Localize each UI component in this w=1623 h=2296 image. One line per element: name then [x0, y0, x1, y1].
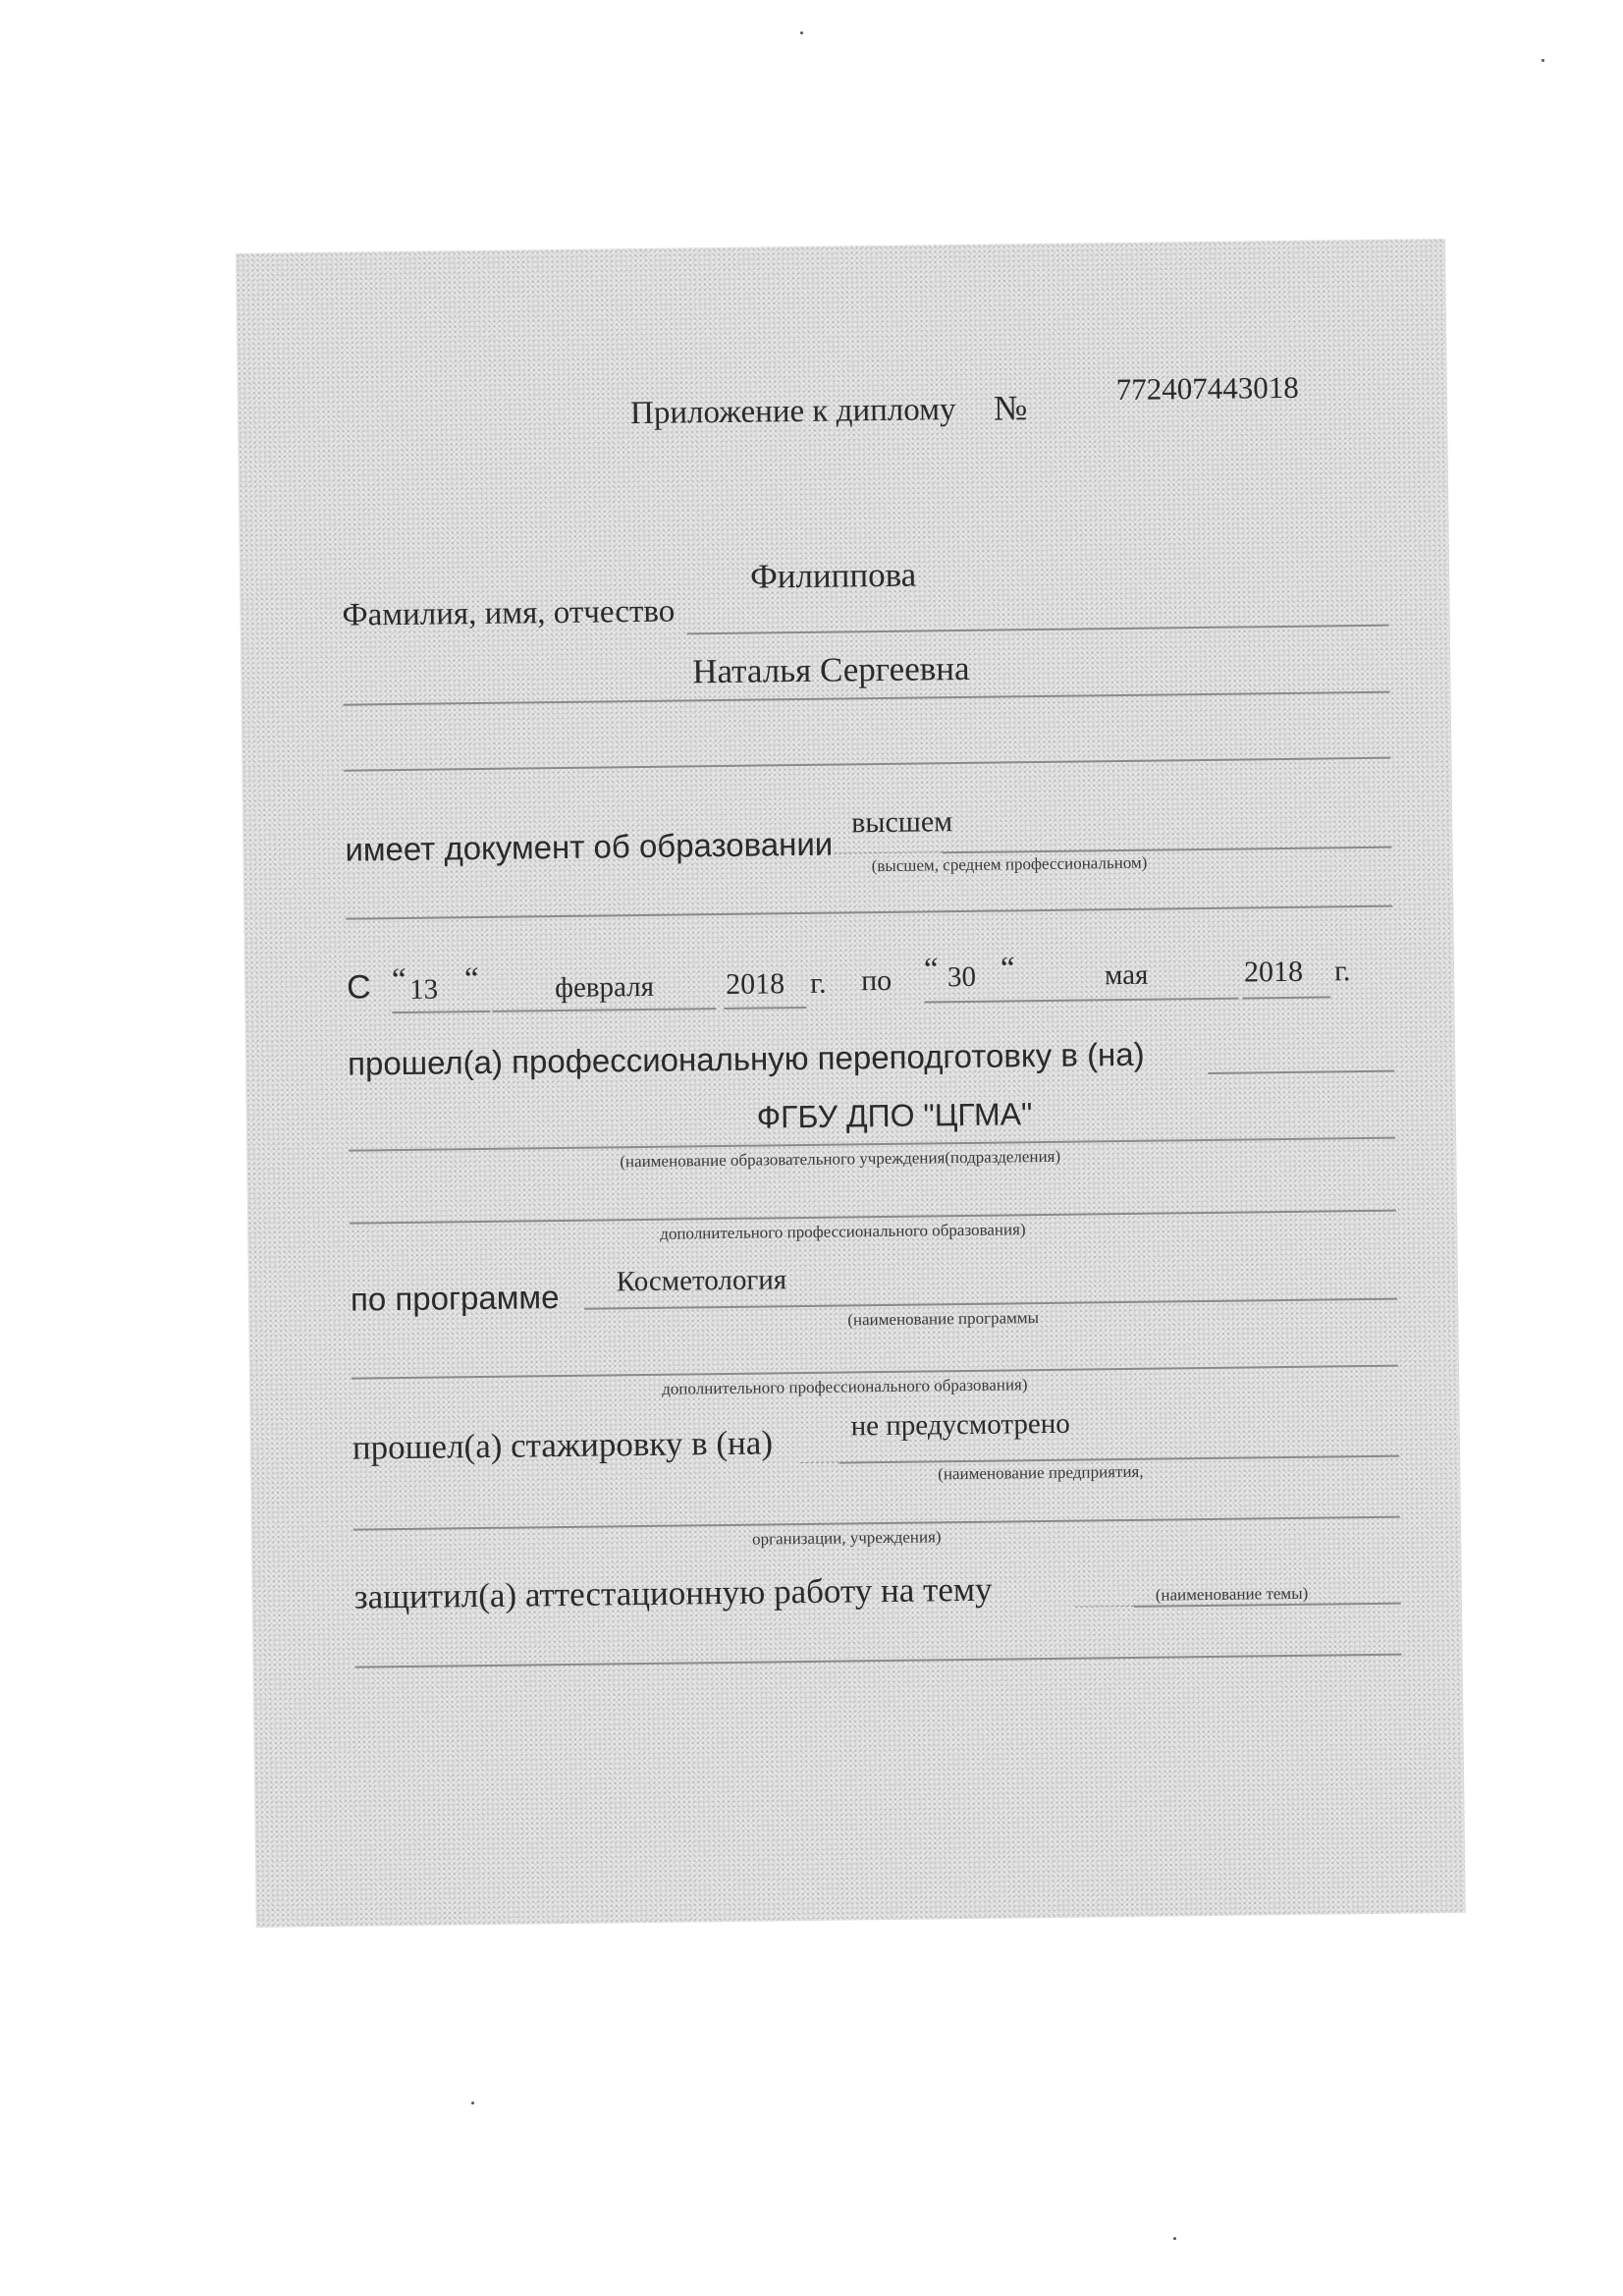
- quote-open-1: “: [391, 961, 406, 999]
- education-label: имеет документ об образовании: [345, 825, 834, 868]
- scan-speck: [800, 31, 803, 34]
- internship-value: не предусмотрено: [850, 1407, 1070, 1443]
- gap-line-2: [1022, 1000, 1081, 1002]
- period-from-month: февраля: [554, 970, 655, 1005]
- period-to-month: мая: [1104, 958, 1149, 992]
- from-month-line: [549, 1008, 716, 1011]
- surname-line: [687, 625, 1389, 634]
- scan-speck: [471, 2102, 474, 2105]
- internship-dash: [800, 1462, 839, 1463]
- period-to-day: 30: [947, 960, 977, 994]
- retraining-institution: ФГБУ ДПО "ЦГМА": [756, 1096, 1033, 1135]
- person-surname: Филиппова: [749, 555, 917, 596]
- from-year-line: [724, 1007, 806, 1010]
- name-extra-line: [344, 757, 1390, 772]
- person-given-names: Наталья Сергеевна: [691, 648, 970, 691]
- thesis-hint: (наименование темы): [1155, 1583, 1309, 1605]
- internship-label: прошел(а) стажировку в (на): [352, 1423, 774, 1467]
- education-value: высшем: [850, 805, 953, 840]
- quote-close-2: “: [1000, 951, 1015, 987]
- program-hint-1: (наименование программы: [847, 1308, 1040, 1330]
- internship-hint-2: организации, учреждения): [751, 1527, 942, 1549]
- program-hint-2: дополнительного профессионального образования): [662, 1375, 1028, 1398]
- thesis-label: защитил(а) аттестационную работу на тему: [353, 1569, 993, 1616]
- diploma-appendix-sheet: [236, 239, 1466, 1928]
- education-hint: (высшем, среднем профессиональном): [871, 852, 1148, 876]
- year-suffix-2: г.: [1333, 955, 1351, 988]
- number-sign: №: [993, 388, 1028, 428]
- institution-hint-2: дополнительного профессионального образования): [660, 1220, 1026, 1243]
- period-from-year: 2018: [725, 967, 785, 1001]
- diploma-number: 772407443018: [1115, 369, 1299, 408]
- program-value: Косметология: [616, 1264, 787, 1298]
- from-day-line: [392, 1011, 490, 1013]
- thesis-extra-line: [355, 1654, 1402, 1668]
- education-dash: [835, 851, 943, 853]
- program-label: по программе: [350, 1279, 560, 1318]
- quote-close-1: “: [463, 961, 479, 998]
- to-month-line: [1081, 998, 1238, 1001]
- retraining-label-line: [1208, 1070, 1394, 1074]
- period-from-day: 13: [408, 973, 439, 1006]
- institution-hint-1: (наименование образовательного учреждения(подразделения): [620, 1146, 1061, 1172]
- year-suffix-1: г.: [809, 966, 827, 1000]
- gap-line-1: [492, 1010, 551, 1011]
- given-names-line: [344, 691, 1390, 706]
- scan-speck: [1173, 2237, 1176, 2240]
- education-extra-line: [346, 905, 1392, 920]
- to-year-line: [1242, 996, 1330, 999]
- scan-speck: [1542, 59, 1544, 62]
- period-from-prefix: С: [346, 968, 371, 1007]
- quote-open-2: “: [923, 952, 939, 988]
- internship-hint-1: (наименование предприятия,: [938, 1461, 1144, 1484]
- program-line: [584, 1298, 1397, 1310]
- education-line: [942, 847, 1391, 853]
- period-to-year: 2018: [1243, 955, 1304, 989]
- retraining-label: прошел(а) профессиональную переподготовку в (на): [347, 1035, 1145, 1082]
- document-title: Приложение к диплому: [629, 392, 956, 432]
- full-name-label: Фамилия, имя, отчество: [342, 593, 676, 633]
- thesis-dash: [1075, 1606, 1134, 1608]
- to-day-line: [924, 1000, 1022, 1003]
- period-to-word: по: [860, 963, 893, 998]
